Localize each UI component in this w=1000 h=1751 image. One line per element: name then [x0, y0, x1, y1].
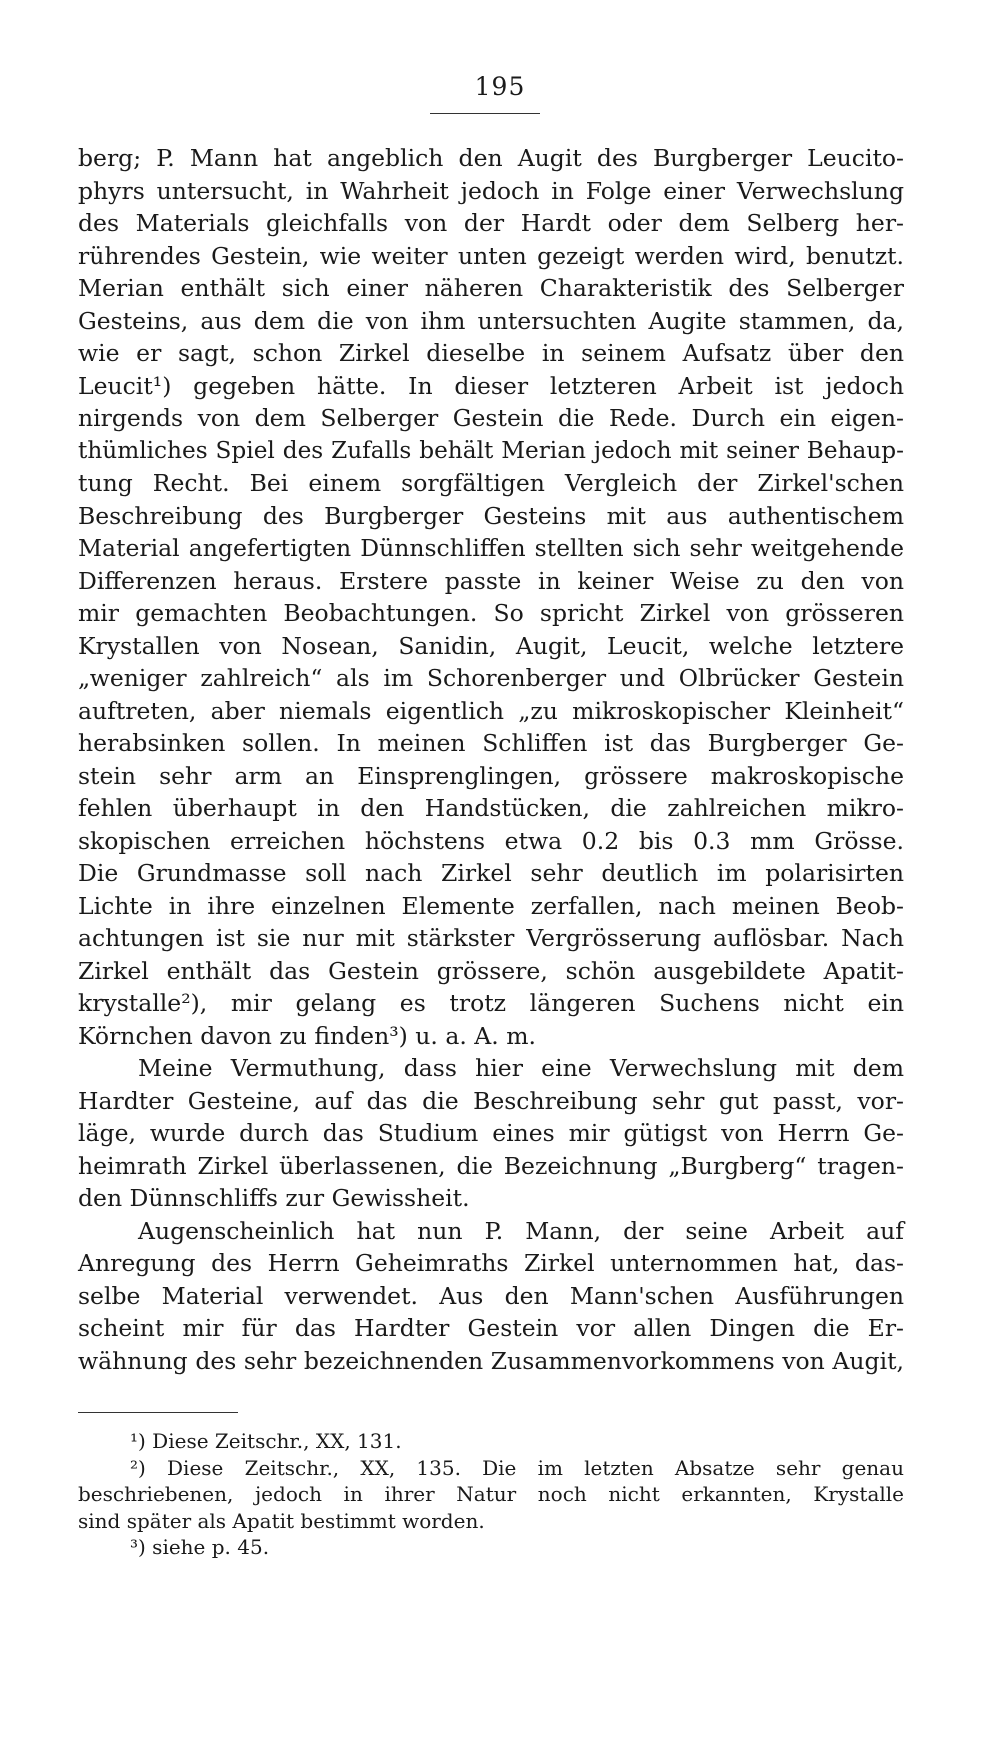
text-line: Differenzen heraus. Erstere passte in keiner Weise zu den von [78, 566, 904, 595]
text-line: Lichte in ihre einzelnen Elemente zerfallen, nach meinen Beob- [78, 891, 904, 920]
text-line: Zirkel enthält das Gestein grössere, schön ausgebildete Apatit- [78, 956, 904, 985]
text-line: Augenscheinlich hat nun P. Mann, der seine Arbeit auf [138, 1216, 904, 1245]
text-line: nirgends von dem Selberger Gestein die Rede. Durch ein eigen- [78, 404, 904, 432]
text-line: „weniger zahlreich“ als im Schorenberger und Olbrücker Gestein [78, 664, 904, 692]
text-line: skopischen erreichen höchstens etwa 0.2 bis 0.3 mm Grösse. [78, 826, 904, 855]
text-line: selbe Material verwendet. Aus den Mann'schen Ausführungen [78, 1281, 904, 1310]
text-line: wähnung des sehr bezeichnenden Zusammenvorkommens von Augit, [78, 1346, 904, 1375]
footnote-line: beschriebenen, jedoch in ihrer Natur noch nicht erkannten, Krystalle [78, 1482, 904, 1506]
text-line: Gesteins, aus dem die von ihm untersuchten Augite stammen, da, [78, 306, 904, 335]
body-text [78, 142, 904, 1377]
text-line: thümliches Spiel des Zufalls behält Merian jedoch mit seiner Behaup- [78, 436, 904, 464]
page-number: 195 [474, 72, 526, 101]
text-line: scheint mir für das Hardter Gestein vor allen Dingen die Er- [78, 1314, 904, 1342]
text-line: herabsinken sollen. In meinen Schliffen ist das Burgberger Ge- [78, 729, 904, 757]
header-rule [430, 113, 540, 114]
text-line: den Dünnschliffs zur Gewissheit. [78, 1184, 470, 1212]
text-line: Körnchen davon zu finden³) u. a. A. m. [78, 1021, 536, 1050]
footnotes [78, 1428, 904, 1561]
text-line: phyrs untersucht, in Wahrheit jedoch in Folge einer Verwechslung [78, 176, 904, 205]
text-line: stein sehr arm an Einsprenglingen, grössere makroskopische [78, 761, 904, 790]
text-line: mir gemachten Beobachtungen. So spricht Zirkel von grösseren [78, 599, 904, 627]
text-line: Merian enthält sich einer näheren Charakteristik des Selberger [78, 274, 904, 302]
text-line: Krystallen von Nosean, Sanidin, Augit, Leucit, welche letztere [78, 631, 904, 660]
text-line: Beschreibung des Burgberger Gesteins mit aus authentischem [78, 501, 904, 530]
text-line: rührendes Gestein, wie weiter unten gezeigt werden wird, benutzt. [78, 241, 904, 270]
footnote-line: ³) siehe p. 45. [130, 1535, 270, 1559]
text-line: Meine Vermuthung, dass hier eine Verwechslung mit dem [138, 1054, 904, 1082]
text-line: Die Grundmasse soll nach Zirkel sehr deutlich im polarisirten [78, 859, 904, 887]
footnote-line: ²) Diese Zeitschr., XX, 135. Die im letzten Absatze sehr genau [130, 1455, 904, 1480]
text-line: des Materials gleichfalls von der Hardt oder dem Selberg her- [78, 209, 904, 237]
text-line: auftreten, aber niemals eigentlich „zu mikroskopischer Kleinheit“ [78, 696, 904, 725]
text-line: berg; P. Mann hat angeblich den Augit des Burgberger Leucito- [78, 144, 904, 172]
text-line: Anregung des Herrn Geheimraths Zirkel unternommen hat, das- [78, 1249, 904, 1277]
text-line: Material angefertigten Dünnschliffen stellten sich sehr weitgehende [78, 534, 904, 562]
text-line: läge, wurde durch das Studium eines mir gütigst von Herrn Ge- [78, 1119, 904, 1147]
text-line: krystalle²), mir gelang es trotz längeren Suchens nicht ein [78, 989, 904, 1017]
footnote-rule [78, 1412, 238, 1413]
text-line: fehlen überhaupt in den Handstücken, die zahlreichen mikro- [78, 794, 904, 822]
text-line: Hardter Gesteine, auf das die Beschreibung sehr gut passt, vor- [78, 1086, 904, 1115]
text-line: tung Recht. Bei einem sorgfältigen Vergleich der Zirkel'schen [78, 469, 904, 497]
text-line: heimrath Zirkel überlassenen, die Bezeichnung „Burgberg“ tragen- [78, 1151, 904, 1180]
footnote-line: sind später als Apatit bestimmt worden. [78, 1508, 485, 1533]
text-line: wie er sagt, schon Zirkel dieselbe in seinem Aufsatz über den [78, 339, 904, 367]
text-line: achtungen ist sie nur mit stärkster Vergrösserung auflösbar. Nach [78, 924, 904, 952]
footnote-line: ¹) Diese Zeitschr., XX, 131. [130, 1429, 402, 1453]
text-line: Leucit¹) gegeben hätte. In dieser letzteren Arbeit ist jedoch [78, 371, 904, 400]
